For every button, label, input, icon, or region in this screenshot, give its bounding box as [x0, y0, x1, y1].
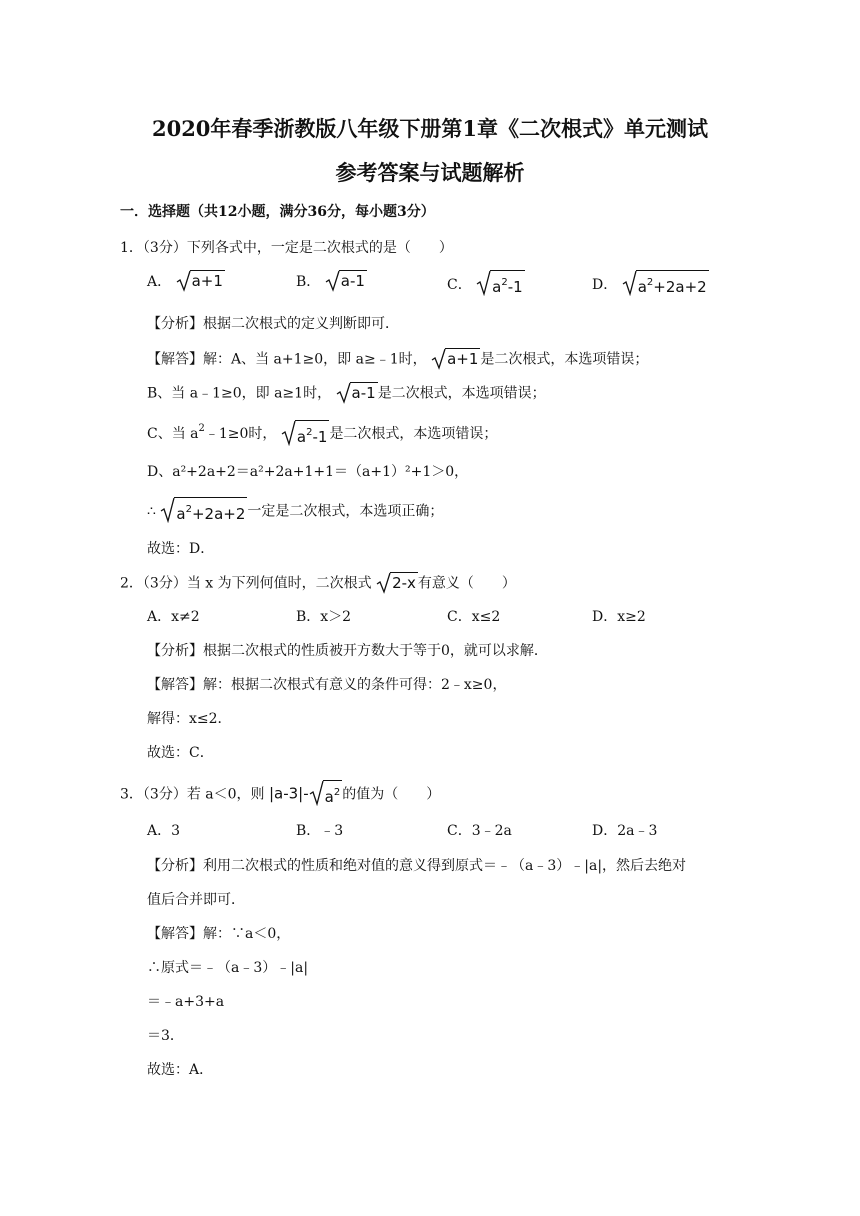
radical-sign-icon	[325, 270, 341, 292]
q2-option-b: B．x＞2	[296, 609, 352, 625]
radical-sign-icon	[622, 270, 638, 296]
q2-solve: 解得：x≤2．	[147, 711, 232, 727]
q2-option-d: D．x≥2	[592, 609, 646, 625]
q2-analysis: 【分析】根据二次根式的性质被开方数大于等于0，就可以求解．	[147, 643, 548, 659]
q3-answer: 故选：A．	[147, 1062, 214, 1078]
q3-analysis-line-1: 【分析】利用二次根式的性质和绝对值的意义得到原式＝﹣（a﹣3）﹣|a|，然后去绝对	[147, 858, 687, 874]
radical-sign-icon	[336, 382, 352, 404]
q1-solution-a-radical: a+1	[431, 348, 480, 371]
q2-stem: 2．（3分）当 x 为下列何值时，二次根式 2-x 有意义（ ）	[120, 572, 516, 595]
q2-answer: 故选：C．	[147, 745, 214, 761]
q3-option-b: B．﹣3	[296, 823, 344, 839]
q2-solution: 【解答】解：根据二次根式有意义的条件可得：2﹣x≥0，	[147, 677, 507, 693]
q1-solution-d: D、a²+2a+2＝a²+2a+1+1＝（a+1）²+1＞0，	[147, 464, 469, 480]
q2-option-a: A．x≠2	[147, 609, 200, 625]
radical-sign-icon	[176, 270, 192, 292]
q1-solution-therefore: ∴ $a^2+2a+2$ 一定是二次根式，本选项正确；	[147, 497, 443, 526]
q1-analysis: 【分析】根据二次根式的定义判断即可．	[147, 316, 399, 332]
q3-stem: 3．（3分）若 a＜0，则 |a-3|- $a^2$ 的值为（ ）	[120, 780, 440, 809]
q1-answer: 故选：D．	[147, 541, 215, 557]
q3-option-d: D．2a﹣3	[592, 823, 658, 839]
q1-option-c	[447, 270, 525, 300]
radical-sign-icon	[160, 497, 176, 523]
q2-stem-radical: 2-x	[376, 572, 418, 595]
radical-sign-icon	[376, 572, 392, 594]
q1-option-a	[147, 270, 225, 294]
q3-solution: 【解答】解：∵a＜0，	[147, 926, 291, 942]
q1-option-b	[296, 270, 367, 294]
section-heading: 一．选择题（共12小题，满分36分，每小题3分）	[120, 204, 435, 220]
radical-sign-icon	[281, 420, 297, 446]
q3-option-a: A．3	[147, 823, 181, 839]
document-subtitle: 参考答案与试题解析	[335, 160, 525, 185]
q1-option-a-radical: a+1	[176, 270, 225, 294]
q2-option-c: C．x≤2	[447, 609, 501, 625]
radical-sign-icon	[309, 780, 325, 806]
q1-option-d-radical: $a^2+2a+2$	[622, 270, 709, 300]
radical-sign-icon	[431, 348, 447, 370]
q1-solution-c-radical: $a^2-1$	[281, 420, 330, 449]
q1-solution-a: 【解答】解：A、当 a+1≥0，即 a≥﹣1时， a+1 是二次根式，本选项错误；	[147, 348, 648, 371]
q1-option-a-label: A．	[147, 274, 172, 290]
radical-sign-icon	[476, 270, 492, 296]
q3-step-2: ＝﹣a+3+a	[147, 994, 225, 1010]
document-title: 2020年春季浙教版八年级下册第1章《二次根式》单元测试	[151, 116, 709, 141]
q3-analysis-line-2: 值后合并即可．	[147, 892, 245, 908]
q1-option-c-label: C．	[447, 277, 472, 293]
q3-step-3: ＝3．	[147, 1028, 184, 1044]
q3-step-1: ∴原式＝﹣（a﹣3）﹣|a|	[147, 960, 309, 976]
q1-option-b-radical: a-1	[325, 270, 367, 294]
q1-option-d-label: D．	[592, 277, 618, 293]
q1-solution-b: B、当 a﹣1≥0，即 a≥1时， a-1 是二次根式，本选项错误；	[147, 382, 546, 405]
q1-stem: 1．（3分）下列各式中，一定是二次根式的是（ ）	[120, 240, 453, 256]
q3-stem-radical: $a^2$	[309, 780, 343, 809]
q1-option-d	[592, 270, 709, 300]
q1-option-c-radical: $a^2-1$	[476, 270, 525, 300]
q1-option-b-label: B．	[296, 274, 321, 290]
q3-option-c: C．3﹣2a	[447, 823, 512, 839]
q1-solution-therefore-radical: $a^2+2a+2$	[160, 497, 247, 526]
q1-solution-b-radical: a-1	[336, 382, 378, 405]
q1-solution-c: C、当 $a^2﹣1\ge 0$时， $a^2-1$ 是二次根式，本选项错误；	[147, 418, 497, 449]
